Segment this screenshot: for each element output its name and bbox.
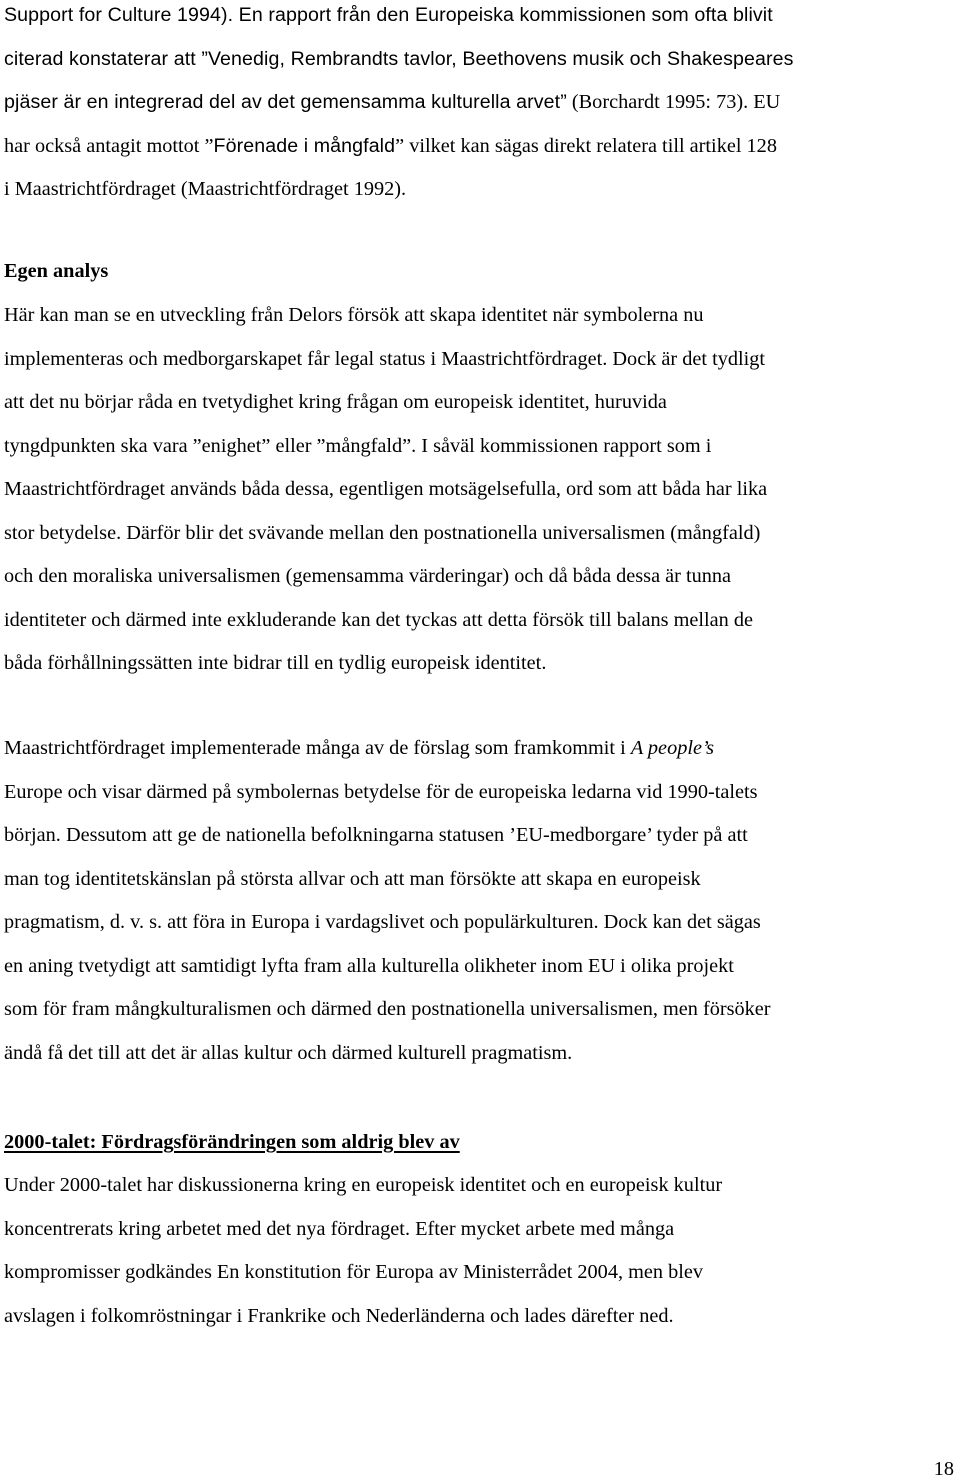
text-run: Maastrichtfördraget implementerade många av de förslag som framkommit i (4, 737, 631, 759)
text-line: Europe och visar därmed på symbolernas betydelse för de europeiska ledarna vid 1990-talets (4, 780, 758, 803)
section-heading-2000: 2000-talet: Fördragsförändringen som aldrig blev av (4, 1131, 460, 1153)
page-number: 18 (933, 1458, 954, 1480)
text-line: pragmatism, d. v. s. att föra in Europa i vardagslivet och populärkulturen. Dock kan det sägas (4, 911, 761, 933)
text-line: Här kan man se en utveckling från Delors försök att skapa identitet när symbolerna nu (4, 304, 704, 326)
text-run: ” vilket kan sägas direkt relatera till artikel 128 (395, 134, 777, 157)
text-line: koncentrerats kring arbetet med det nya fördraget. Efter mycket arbete med många (4, 1217, 675, 1240)
text-line: och den moraliska universalismen (gemensamma värderingar) och då båda dessa är tunna (4, 565, 732, 587)
text-line: tyngdpunkten ska vara ”enighet” eller ”mångfald”. I såväl kommissionen rapport som i (4, 434, 712, 457)
text-run: (Borchardt 1995: 73). EU (566, 91, 781, 113)
egen-analys-paragraph (4, 294, 956, 686)
text-line: Under 2000-talet har diskussionerna kring en europeisk identitet och en europeisk kultur (4, 1174, 723, 1196)
text-line: en aning tvetydigt att samtidigt lyfta fram alla kulturella olikheter inom EU i olika projekt (4, 954, 734, 977)
text-run: pjäser är en integrerad del av det gemensamma kulturella arvet” (4, 91, 567, 113)
text-line: början. Dessutom att ge de nationella befolkningarna statusen ’EU-medborgare’ tyder på att (4, 824, 748, 846)
text-line (4, 125, 956, 169)
text-line: kompromisser godkändes En konstitution för Europa av Ministerrådet 2004, men blev (4, 1261, 704, 1283)
maastricht-paragraph (4, 727, 956, 1075)
section-2000-paragraph (4, 1164, 956, 1338)
text-line: ändå få det till att det är allas kultur och därmed kulturell pragmatism. (4, 1041, 573, 1064)
text-line: i Maastrichtfördraget (Maastrichtfördraget 1992). (4, 178, 407, 200)
text-line: att det nu börjar råda en tvetydighet kring frågan om europeisk identitet, huruvida (4, 391, 667, 413)
text-line: identiteter och därmed inte exkluderande kan det tyckas att detta försök till balans mellan de (4, 608, 754, 631)
section-heading: Egen analys (4, 260, 109, 282)
text-line: Maastrichtfördraget används båda dessa, egentligen motsägelsefulla, ord som att båda har lika (4, 478, 768, 500)
text-line (4, 81, 956, 125)
text-line: implementeras och medborgarskapet får legal status i Maastrichtfördraget. Dock är det tydligt (4, 347, 766, 370)
text-line: Support for Culture 1994). En rapport från den Europeiska kommissionen som ofta blivit (4, 4, 773, 26)
text-line: avslagen i folkomröstningar i Frankrike och Nederländerna och lades därefter ned. (4, 1304, 674, 1327)
text-line: citerad konstaterar att ”Venedig, Rembrandts tavlor, Beethovens musik och Shakespeares (4, 47, 794, 70)
text-run: Förenade i mångfald (213, 134, 396, 157)
text-line: man tog identitetskänslan på största allvar och att man försökte att skapa en europeisk (4, 867, 701, 890)
italic-title: A people’s (630, 737, 715, 759)
text-line: båda förhållningssätten inte bidrar till en tydlig europeisk identitet. (4, 652, 547, 674)
text-run: har också antagit mottot ” (4, 134, 214, 157)
intro-paragraph (4, 0, 956, 212)
text-line (4, 727, 956, 771)
text-line: som för fram mångkulturalismen och därmed den postnationella universalismen, men försöker (4, 998, 771, 1020)
text-line: stor betydelse. Därför blir det svävande mellan den postnationella universalismen (mångfald) (4, 521, 761, 544)
